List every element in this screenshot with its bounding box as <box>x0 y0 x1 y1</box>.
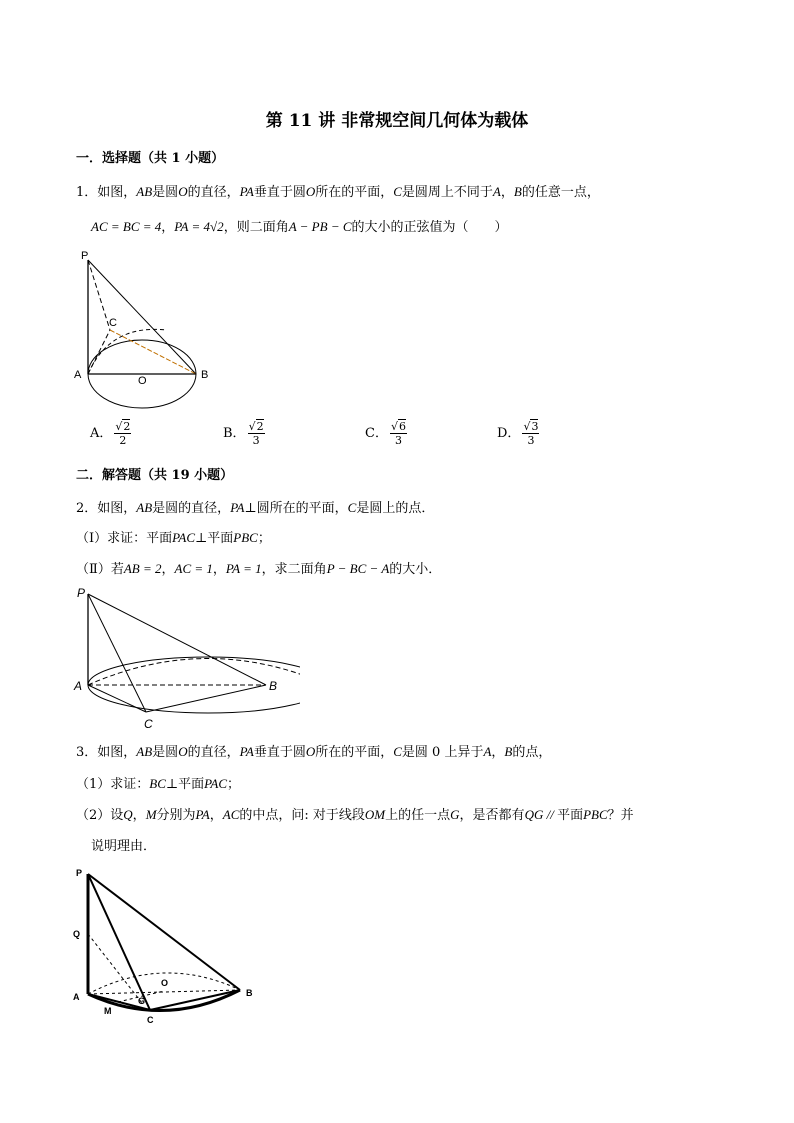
label-a: A <box>74 679 83 693</box>
question-3-line-2: （1）求证：BC⊥平面PAC； <box>76 776 241 792</box>
option-a[interactable]: A． $\frac{√2}{2}$ <box>90 420 131 447</box>
question-2-line-2: （Ⅰ）求证：平面PAC⊥平面PBC； <box>76 530 271 546</box>
label-c: C <box>109 317 117 329</box>
label-a: A <box>73 992 80 1002</box>
label-b: B <box>201 369 209 381</box>
question-1-line-2: AC = BC = 4，PA = 4√2，则二面角A − PB − C的大小的正弦值为（ ） <box>91 219 508 235</box>
label-m: M <box>104 1006 112 1016</box>
question-2-line-1: 2．如图，AB是圆的直径，PA⊥圆所在的平面，C是圆上的点． <box>76 500 435 516</box>
label-o: O <box>138 375 147 387</box>
label-c: C <box>144 717 153 731</box>
label-c: C <box>147 1015 154 1024</box>
label-p: P <box>76 868 83 878</box>
question-3-line-4: 说明理由． <box>91 839 157 854</box>
label-p: P <box>81 250 89 262</box>
option-b[interactable]: B． $\frac{√2}{3}$ <box>223 420 264 447</box>
label-q: Q <box>73 929 81 939</box>
question-1-line-1: 1．如图，AB是圆O的直径，PA垂直于圆O所在的平面，C是圆周上不同于A，B的任意一点， <box>76 184 600 200</box>
section-heading-answer: 二．解答题（共 19 小题） <box>76 468 234 483</box>
question-3-line-3: （2）设Q，M分别为PA，AC的中点，问: 对于线段OM上的任一点G，是否都有QG // 平面PBC？并 <box>76 807 634 823</box>
label-b: B <box>269 679 278 693</box>
label-b: B <box>246 988 253 998</box>
question-2-line-3: （Ⅱ）若AB = 2，AC = 1，PA = 1，求二面角P − BC − A的大小． <box>76 561 442 577</box>
label-p: P <box>77 586 86 600</box>
figure-question-1 <box>70 246 220 414</box>
section-heading-choice: 一．选择题（共 1 小题） <box>76 151 225 166</box>
question-3-line-1: 3．如图，AB是圆O的直径，PA垂直于圆O所在的平面，C是圆 0 上异于A，B的点， <box>76 744 552 760</box>
label-g: G <box>138 996 146 1006</box>
option-c[interactable]: C． $\frac{√6}{3}$ <box>365 420 406 447</box>
label-a: A <box>74 369 82 381</box>
label-o: O <box>161 978 169 988</box>
figure-question-2 <box>70 582 300 734</box>
page-title: 第 11 讲 非常规空间几何体为载体 <box>265 111 529 131</box>
figure-question-3 <box>68 864 268 1024</box>
option-d[interactable]: D． $\frac{√3}{3}$ <box>497 420 539 447</box>
